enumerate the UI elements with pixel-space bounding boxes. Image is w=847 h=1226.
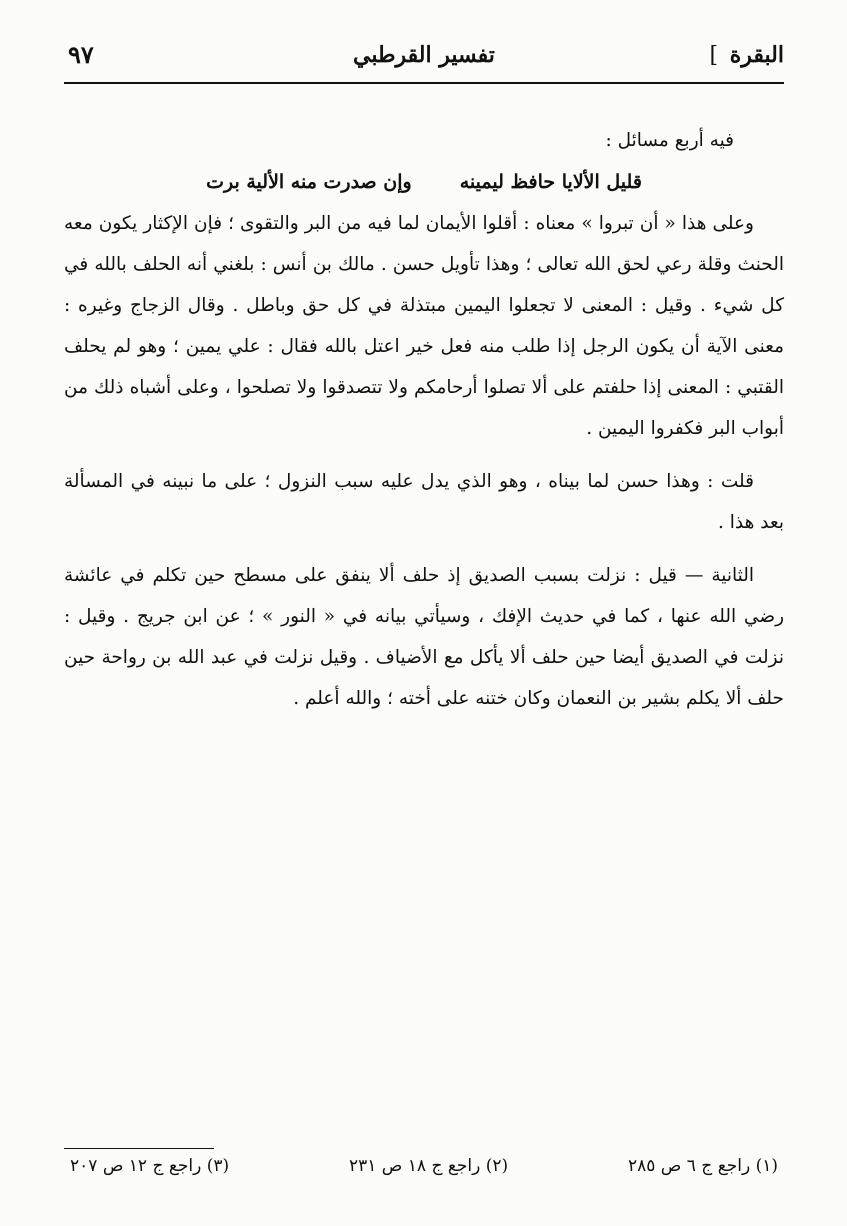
page-number: ٩٧ <box>68 40 94 69</box>
surah-label: البقرة <box>729 42 784 68</box>
poem-hemistich-1: قليل الألايا حافظ ليمينه <box>459 171 642 193</box>
footnote-3: (٣) راجع ج ١٢ ص ٢٠٧ <box>70 1156 230 1176</box>
footnote-divider <box>64 1148 214 1149</box>
footnotes <box>64 1156 784 1176</box>
footnote-2: (٢) راجع ج ١٨ ص ٢٣١ <box>349 1156 509 1176</box>
page <box>64 28 784 1208</box>
header-divider <box>64 82 784 84</box>
footnote-1: (١) راجع ج ٦ ص ٢٨٥ <box>627 1156 778 1176</box>
poem-verse <box>64 161 784 203</box>
paragraph: وعلى هذا « أن تبروا » معناه : أقلوا الأيمان لما فيه من البر والتقوى ؛ فإن الإكثار يكون معه الحنث وقلة رعي لحق الله تعالى ؛ وهذا تأويل حسن . مالك بن أنس : بلغني أنه الحلف بالله في كل شيء . وقيل : المعنى لا تجعلوا اليمين مبتذلة في كل حق وباطل . وقال الزجاج وغيره : معنى الآية أن يكون الرجل إذا طلب منه فعل خير اعتل بالله فقال : علي يمين ؛ وهو لم يحلف القتبي : المعنى إذا حلفتم على ألا تصلوا أرحامكم ولا تتصدقوا ولا تصلحوا ، وعلى أشباه ذلك من أبواب البر فكفروا اليمين . <box>64 213 784 439</box>
header-bracket: ] <box>709 43 719 68</box>
page-body <box>64 120 784 719</box>
book-title: تفسير القرطبي <box>353 42 495 68</box>
poem-hemistich-2: وإن صدرت منه الألية برت <box>206 171 412 193</box>
intro-line: فيه أربع مسائل : <box>605 130 734 151</box>
page-header <box>64 38 784 78</box>
paragraph: الثانية — قيل : نزلت بسبب الصديق إذ حلف ألا ينفق على مسطح حين تكلم في عائشة رضي الله عنها ، كما في حديث الإفك ، وسيأتي بيانه في « النور » ؛ عن ابن جريج . وقيل : نزلت في الصديق أيضا حين حلف ألا يأكل مع الأضياف . وقيل نزلت في عبد الله بن رواحة حين حلف ألا يكلم بشير بن النعمان وكان ختنه على أخته ؛ والله أعلم . <box>64 565 784 709</box>
paragraph: قلت : وهذا حسن لما بيناه ، وهو الذي يدل عليه سبب النزول ؛ على ما نبينه في المسألة بعد هذا . <box>64 471 784 533</box>
